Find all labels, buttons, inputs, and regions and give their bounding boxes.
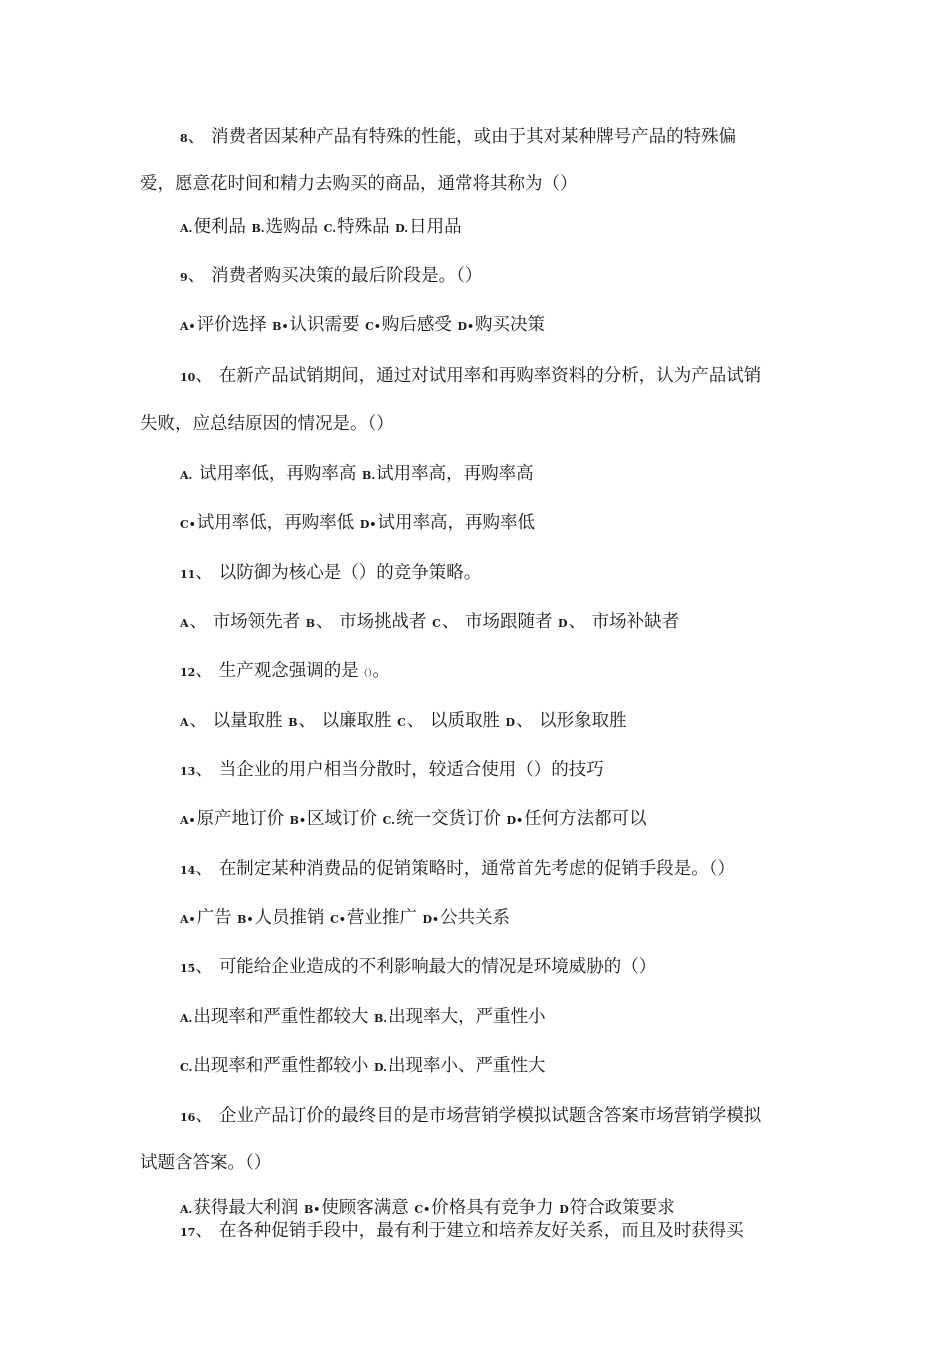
- question-text: 在各种促销手段中，最有利于建立和培养友好关系，而且及时获得买: [218, 1221, 744, 1241]
- options-line: [180, 511, 535, 537]
- option-letter: B•: [272, 320, 289, 333]
- option-text: 出现率和严重性都较大: [193, 1007, 369, 1027]
- option-text: 出现率大，严重性小: [388, 1007, 546, 1027]
- options-line: [180, 906, 510, 932]
- option-text: 区域订价: [306, 809, 377, 829]
- question-number: 17: [180, 1226, 196, 1239]
- option-letter: C.: [180, 1061, 193, 1074]
- option-text: 特殊品: [337, 217, 390, 237]
- question-stem: [180, 955, 656, 981]
- option-text: 获得最大利润: [193, 1198, 299, 1218]
- option-text: 购买决策: [475, 315, 546, 335]
- options-line: [180, 807, 647, 833]
- question-stem: [180, 264, 482, 290]
- question-stem: [180, 758, 604, 784]
- question-stem: [180, 1219, 744, 1245]
- question-continuation: 失败，应总结原因的情况是。（）: [140, 414, 394, 434]
- question-text: 在制定某种消费品的促销策略时，通常首先考虑的促销手段是。（）: [218, 859, 736, 879]
- option-letter: A•: [180, 814, 196, 827]
- options-line: [180, 313, 545, 339]
- option-text: 公共关系: [440, 908, 511, 928]
- question-text: 当企业的用户相当分散时，较适合使用（）的技巧: [218, 760, 604, 780]
- option-letter: A•: [180, 913, 196, 926]
- option-text: 使顾客满意: [321, 1198, 409, 1218]
- option-letter: D: [505, 716, 516, 729]
- question-number: 16: [180, 1111, 196, 1124]
- question-text-after: 。: [372, 661, 390, 681]
- question-stem: [180, 659, 390, 686]
- question-number: 8: [180, 132, 188, 145]
- option-letter: B: [288, 716, 298, 729]
- question-text: 在新产品试销期间，通过对试用率和再购率资料的分析，认为产品试销: [218, 366, 762, 386]
- option-letter: A.: [180, 222, 193, 235]
- options-line: [180, 610, 679, 636]
- question-number: 10: [180, 371, 196, 384]
- option-gap: [500, 711, 506, 731]
- option-letter: C•: [365, 320, 381, 333]
- question-stem: [180, 125, 736, 151]
- option-gap: [284, 809, 290, 829]
- option-text: 、 市场挑战者: [316, 612, 427, 632]
- option-text: 选购品: [265, 217, 319, 237]
- option-letter: C•: [330, 913, 346, 926]
- question-number: 11: [180, 568, 196, 581]
- options-line: [180, 462, 534, 488]
- option-letter: B: [305, 617, 315, 630]
- question-text: 以防御为核心是（）的竞争策略。: [218, 563, 482, 583]
- question-stem: [180, 364, 761, 390]
- option-letter: D•: [422, 913, 440, 926]
- option-text: 试用率高，再购率低: [377, 513, 535, 533]
- option-text: 、 市场补缺者: [568, 612, 680, 632]
- option-text: 购后感受: [381, 315, 452, 335]
- option-letter: C•: [414, 1203, 431, 1216]
- option-text: 广告: [196, 908, 232, 928]
- options-line: [180, 1005, 546, 1031]
- question-number-separator: 、: [195, 1106, 213, 1126]
- option-text: 便利品: [193, 217, 246, 237]
- option-letter: B.: [362, 469, 376, 482]
- option-text: 试用率低，再购率高: [193, 464, 357, 484]
- option-letter: D•: [506, 814, 524, 827]
- question-stem: [180, 561, 481, 587]
- question-number-separator: 、: [195, 859, 213, 879]
- options-line: [180, 709, 627, 735]
- option-letter: D•: [457, 320, 475, 333]
- options-line: [180, 1054, 545, 1080]
- option-letter: D: [559, 1203, 569, 1216]
- option-letter: A.: [180, 1203, 193, 1216]
- option-text: 营业推广: [346, 908, 417, 928]
- question-number: 12: [180, 666, 196, 679]
- question-text: 生产观念强调的是: [218, 661, 359, 681]
- option-text: 日用品: [409, 217, 462, 237]
- option-text: 、 以量取胜: [189, 711, 283, 731]
- option-letter: D.: [373, 1061, 387, 1074]
- question-number-separator: 、: [195, 760, 213, 780]
- option-text: 符合政策要求: [569, 1198, 675, 1218]
- option-text: 、 市场领先者: [189, 612, 301, 632]
- question-number: 14: [180, 864, 196, 877]
- option-text: 出现率小、严重性大: [387, 1056, 546, 1076]
- option-text: 任何方法都可以: [524, 809, 647, 829]
- option-letter: B.: [251, 222, 265, 235]
- question-number: 13: [180, 765, 196, 778]
- option-text: 试用率低，再购率低: [196, 513, 355, 533]
- option-text: 、 以形象取胜: [516, 711, 627, 731]
- question-text: 可能给企业造成的不利影响最大的情况是环境威胁的（）: [218, 957, 657, 977]
- option-letter: A.: [180, 1012, 193, 1025]
- option-letter: A: [180, 617, 189, 630]
- option-letter: C.: [323, 222, 337, 235]
- option-letter: B.: [373, 1012, 388, 1025]
- option-gap: [300, 612, 306, 632]
- question-stem: [180, 857, 735, 883]
- option-text: 、 以廉取胜: [298, 711, 392, 731]
- option-letter: C: [397, 716, 406, 729]
- option-letter: D•: [359, 518, 377, 531]
- question-number-separator: 、: [187, 266, 206, 286]
- option-text: 原产地订价: [196, 809, 285, 829]
- options-line: [180, 215, 462, 241]
- question-text: 消费者购买决策的最后阶段是。（）: [211, 266, 483, 286]
- question-number-separator: 、: [195, 957, 213, 977]
- option-letter: A•: [180, 320, 196, 333]
- question-number: 15: [180, 962, 196, 975]
- option-gap: [501, 809, 507, 829]
- question-number: 9: [180, 271, 188, 284]
- option-letter: C: [432, 617, 441, 630]
- question-text-small: （）: [358, 669, 373, 679]
- option-letter: C.: [382, 814, 395, 827]
- option-text: 、 市场跟随者: [441, 612, 553, 632]
- option-gap: [377, 809, 383, 829]
- question-number-separator: 、: [187, 127, 206, 147]
- option-text: 试用率高，再购率高: [376, 464, 534, 484]
- option-letter: B•: [303, 1203, 321, 1216]
- option-letter: D: [558, 617, 568, 630]
- option-letter: A.: [180, 469, 193, 482]
- option-text: 统一交货订价: [395, 809, 501, 829]
- question-text: 企业产品订价的最终目的是市场营销学模拟试题含答案市场营销学模拟: [218, 1106, 762, 1126]
- question-number-separator: 、: [195, 366, 213, 386]
- question-continuation: 爱，愿意花时间和精力去购买的商品，通常将其称为（）: [140, 174, 578, 194]
- option-text: 评价选择: [196, 315, 267, 335]
- option-letter: C•: [180, 518, 196, 531]
- option-letter: D.: [395, 222, 409, 235]
- option-text: 认识需要: [289, 315, 360, 335]
- option-text: 、 以质取胜: [406, 711, 500, 731]
- option-letter: B•: [237, 913, 254, 926]
- option-letter: A: [180, 716, 189, 729]
- option-letter: B•: [289, 814, 306, 827]
- question-number-separator: 、: [195, 1221, 213, 1241]
- question-text: 消费者因某种产品有特殊的性能，或由于其对某种牌号产品的特殊偏: [211, 127, 737, 147]
- option-gap: [318, 217, 324, 237]
- option-text: 人员推销: [254, 908, 325, 928]
- question-continuation: 试题含答案。（）: [140, 1153, 272, 1173]
- question-stem: [180, 1104, 761, 1130]
- question-number-separator: 、: [195, 661, 213, 681]
- option-text: 出现率和严重性都较小: [193, 1056, 369, 1076]
- question-number-separator: 、: [195, 563, 213, 583]
- option-text: 价格具有竞争力: [431, 1198, 554, 1218]
